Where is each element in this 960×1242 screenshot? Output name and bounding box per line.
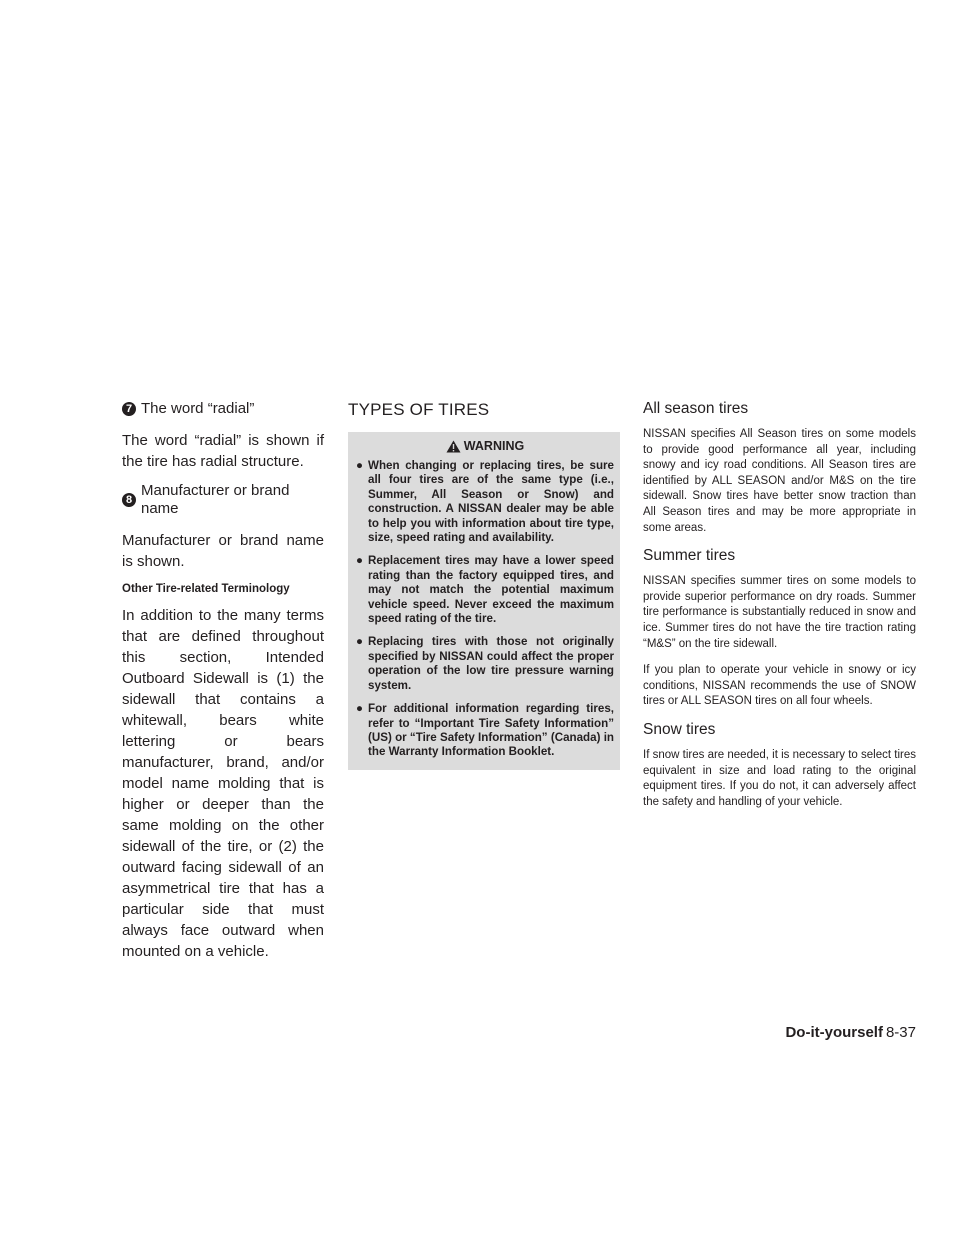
bullet-icon: ●: [356, 459, 364, 472]
page-number: 8-37: [885, 1024, 916, 1041]
item-8-label: Manufacturer or brand name: [141, 482, 290, 517]
summer-heading: Summer tires: [643, 547, 736, 565]
warning-triangle-icon: [446, 440, 461, 453]
warning-title: [356, 432, 614, 459]
item-7-heading: [122, 400, 324, 418]
bullet-icon: ●: [356, 554, 364, 568]
item-7-text: The word “radial” is shown if the tire has radial structure.: [122, 432, 324, 470]
all-season-text: NISSAN specifies All Season tires on some models to provide good performance all year, including snowy and icy road conditions. All Season tires are identified by ALL SEASON and/or M&S on the tire sidewall. Snow tires have better snow traction than All Season tires and may be more appropriate in some areas.: [643, 428, 916, 534]
middle-column: [348, 400, 620, 770]
warning-item: ● Replacing tires with those not originally specified by NISSAN could affect the proper operation of the low tire pressure warning system.: [356, 635, 614, 692]
bullet-icon: ●: [356, 635, 364, 649]
circled-number-7: 7: [122, 402, 136, 416]
warning-box: [348, 432, 620, 770]
bullet-icon: ●: [356, 702, 364, 716]
other-terminology-heading: Other Tire-related Terminology: [122, 583, 290, 595]
warning-item: ● When changing or replacing tires, be sure all four tires are of the same type (i.e., Summer, All Season or Snow) and construction. A NISSAN dealer may be able to help you with information about tire type, size, speed rating and availability.: [356, 459, 614, 545]
item-8-text: Manufacturer or brand name is shown.: [122, 532, 324, 570]
warning-item: ● For additional information regarding tires, refer to “Important Tire Safety Information” (US) or “Tire Safety Information” (Canada) in the Warranty Information Booklet.: [356, 702, 614, 759]
page-footer: [785, 1024, 916, 1041]
snow-heading: Snow tires: [643, 720, 716, 738]
types-of-tires-heading: TYPES OF TIRES: [348, 400, 490, 419]
right-column: [643, 400, 916, 821]
circled-number-8: 8: [122, 493, 136, 507]
item-8-heading: [122, 482, 324, 518]
warning-item: ● Replacement tires may have a lower speed rating than the factory equipped tires, and may not match the potential maximum vehicle speed. Never exceed the maximum speed rating of the tire.: [356, 554, 614, 626]
footer-section: Do-it-yourself: [785, 1024, 883, 1041]
other-terminology-text: In addition to the many terms that are defined throughout this section, Intended Outboard Sidewall is (1) the sidewall that contains a whitewall, bears white lettering or bears manufacturer, brand, and/or model name molding that is higher or deeper than the same molding on the other sidewall of the tire, or (2) the outward facing sidewall of an asymmetrical tire that has a particular side that must always face outward when mounted on a vehicle.: [122, 607, 324, 960]
summer-text-1: NISSAN specifies summer tires on some models to provide superior performance on dry roads. Summer tire performance is substantially reduced in snow and ice. Summer tires do not have the tire traction rating “M&S” on the tire sidewall.: [643, 575, 916, 650]
all-season-heading: All season tires: [643, 400, 749, 417]
warning-label: WARNING: [463, 439, 525, 453]
snow-text: If snow tires are needed, it is necessary to select tires equivalent in size and load rating to the original equipment tires. If you do not, it can adversely affect the safety and handling of your vehicle.: [643, 748, 916, 808]
left-column: [122, 400, 324, 972]
item-7-label: The word “radial”: [141, 400, 255, 417]
summer-text-2: If you plan to operate your vehicle in snowy or icy conditions, NISSAN recommends the use of SNOW tires or ALL SEASON tires on all four wheels.: [643, 664, 916, 708]
warning-list: [356, 459, 614, 760]
